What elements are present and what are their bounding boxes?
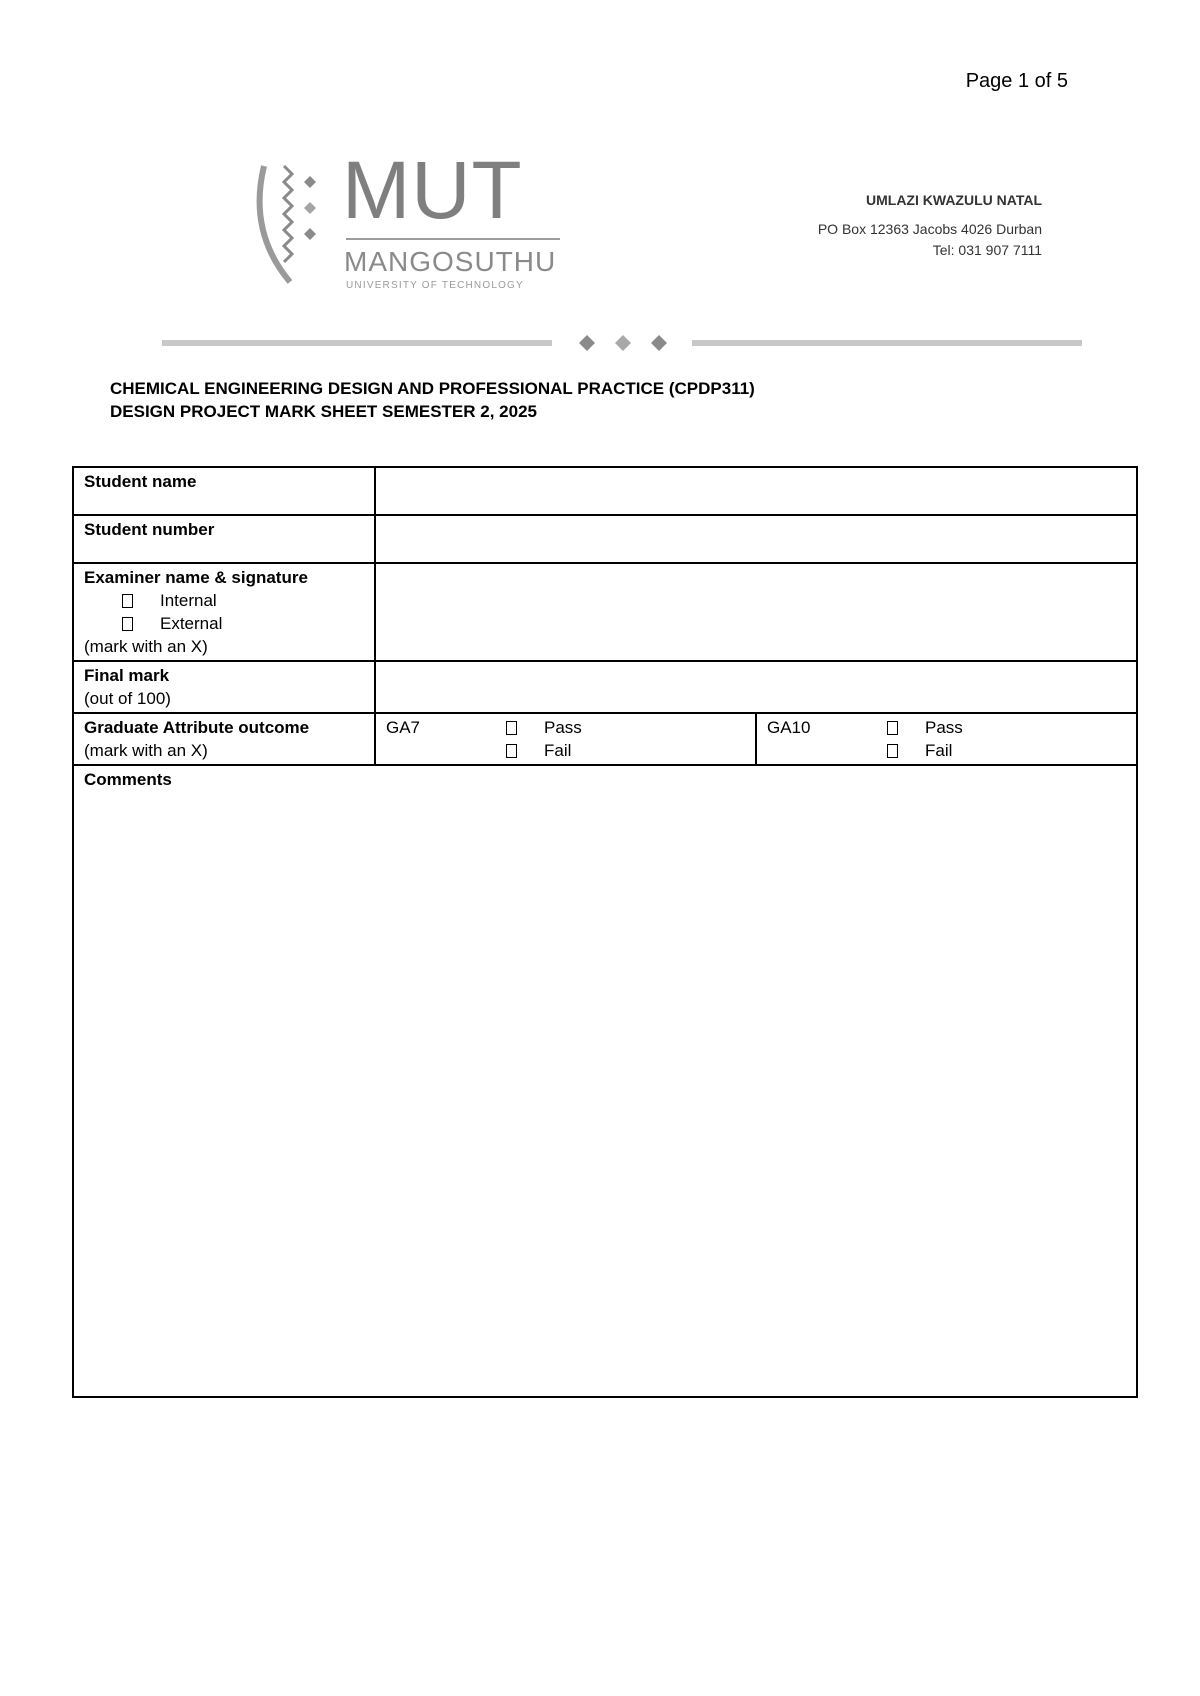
page-number: Page 1 of 5: [965, 70, 1068, 92]
address-city: UMLAZI KWAZULU NATAL: [866, 192, 1042, 208]
ga7-fail-label: Fail: [544, 741, 572, 760]
ga10-pass-label: Pass: [925, 718, 963, 737]
table-row: [73, 467, 1137, 515]
final-mark-note: (out of 100): [84, 689, 171, 708]
examiner-signature-field[interactable]: [375, 563, 1137, 661]
checkbox-icon[interactable]: [887, 744, 898, 758]
ga-label: Graduate Attribute outcome: [84, 718, 310, 737]
table-row: [73, 661, 1137, 713]
table-row: [73, 713, 1137, 765]
comments-label: Comments: [84, 770, 172, 789]
logo-emblem-icon: [254, 162, 334, 298]
checkbox-icon[interactable]: [506, 744, 517, 758]
university-logo: [254, 145, 574, 298]
ga7-fail-option[interactable]: [506, 739, 582, 762]
ga-label-cell: [73, 713, 375, 765]
student-number-field[interactable]: [375, 515, 1137, 563]
student-number-label: Student number: [73, 515, 375, 563]
address-po-box: PO Box 12363 Jacobs 4026 Durban: [817, 221, 1042, 237]
examiner-internal-option[interactable]: [84, 589, 364, 612]
title-course: CHEMICAL ENGINEERING DESIGN AND PROFESSIONAL PRACTICE (CPDP311): [110, 379, 755, 398]
title-sheet: DESIGN PROJECT MARK SHEET SEMESTER 2, 2025: [110, 402, 537, 421]
final-mark-field[interactable]: [375, 661, 1137, 713]
final-mark-label: Final mark: [84, 666, 170, 685]
ga10-cell: [756, 713, 1137, 765]
comments-field[interactable]: [73, 765, 1137, 1397]
ga7-cell: [375, 713, 756, 765]
student-name-field[interactable]: [375, 467, 1137, 515]
checkbox-icon[interactable]: [887, 721, 898, 735]
address-tel: Tel: 031 907 7111: [932, 242, 1042, 258]
final-mark-label-cell: [73, 661, 375, 713]
ga10-pass-option[interactable]: [887, 716, 963, 739]
ornament-divider: [162, 334, 1082, 352]
table-row: [73, 515, 1137, 563]
logo-rule: [346, 238, 560, 240]
mark-sheet-table: [72, 466, 1138, 1398]
examiner-label-cell: [73, 563, 375, 661]
student-name-label: Student name: [73, 467, 375, 515]
logo-subtitle: UNIVERSITY OF TECHNOLOGY: [346, 280, 524, 291]
examiner-note: (mark with an X): [84, 637, 208, 656]
address-block: [818, 190, 1042, 261]
ga7-pass-option[interactable]: [506, 716, 582, 739]
internal-label: Internal: [160, 591, 217, 610]
ga10-fail-option[interactable]: [887, 739, 963, 762]
ga10-code: GA10: [767, 718, 811, 737]
logo-name: MANGOSUTHU: [344, 246, 557, 277]
checkbox-icon[interactable]: [122, 594, 133, 608]
ga7-code: GA7: [386, 718, 421, 737]
ga10-fail-label: Fail: [925, 741, 953, 760]
ga-note: (mark with an X): [84, 741, 208, 760]
external-label: External: [160, 614, 223, 633]
table-row: [73, 765, 1137, 1397]
document-title: [110, 377, 755, 423]
checkbox-icon[interactable]: [506, 721, 517, 735]
logo-abbreviation: MUT: [342, 145, 523, 236]
examiner-label: Examiner name & signature: [84, 568, 308, 587]
table-row: [73, 563, 1137, 661]
checkbox-icon[interactable]: [122, 617, 133, 631]
ga7-pass-label: Pass: [544, 718, 582, 737]
examiner-external-option[interactable]: [84, 612, 364, 635]
